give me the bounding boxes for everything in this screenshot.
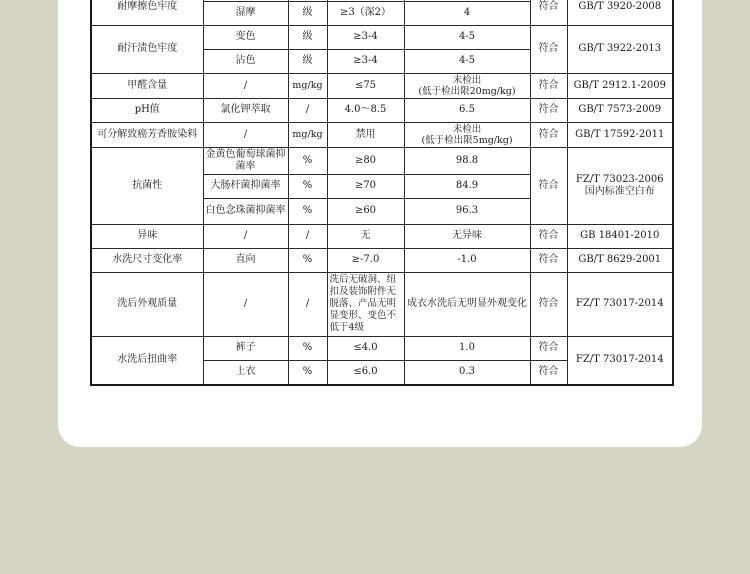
cell-verdict: 符合	[530, 73, 567, 98]
cell-sub: 湿摩	[203, 1, 288, 25]
cell-item: 水洗后扭曲率	[91, 336, 203, 385]
cell-sub: 金黄色葡萄球菌抑菌率	[203, 147, 288, 174]
cell-unit: mg/kg	[288, 73, 327, 98]
cell-req: ≤6.0	[327, 360, 404, 385]
cell-req: 禁用	[327, 122, 404, 147]
table-row-azo	[91, 122, 673, 147]
cell-item: 可分解致癌芳香胺染料	[91, 122, 203, 147]
cell-standard: GB/T 3920-2008	[567, 0, 673, 25]
cell-unit: %	[288, 360, 327, 385]
cell-verdict: 符合	[530, 224, 567, 248]
cell-req: ≤4.0	[327, 336, 404, 360]
cell-result: 84.9	[404, 174, 530, 198]
table-row-appearance	[91, 272, 673, 336]
table-row-antibacterial-1	[91, 147, 673, 174]
cell-result: 无异味	[404, 224, 530, 248]
cell-req: 4.0～8.5	[327, 98, 404, 122]
result-line-2: (低于检出限20mg/kg)	[418, 85, 516, 97]
cell-unit: 级	[288, 25, 327, 49]
cell-sub: 上衣	[203, 360, 288, 385]
standard-line-2: 国内标准空白布	[584, 185, 655, 197]
cell-item: 耐摩擦色牢度	[91, 0, 203, 25]
cell-result: -1.0	[404, 248, 530, 272]
cell-sub: 变色	[203, 25, 288, 49]
cell-item: 抗菌性	[91, 147, 203, 224]
cell-unit: 级	[288, 49, 327, 73]
cell-sub: 大肠杆菌抑菌率	[203, 174, 288, 198]
cell-unit: %	[288, 198, 327, 224]
cell-item: 水洗尺寸变化率	[91, 248, 203, 272]
table-row-formaldehyde	[91, 73, 673, 98]
table-row-sweat-1	[91, 25, 673, 49]
cell-result: 成衣水洗后无明显外观变化	[404, 272, 530, 336]
cell-standard: GB/T 17592-2011	[567, 122, 673, 147]
cell-standard: GB/T 8629-2001	[567, 248, 673, 272]
cell-sub: 直向	[203, 248, 288, 272]
cell-verdict: 符合	[530, 122, 567, 147]
cell-unit: 级	[288, 1, 327, 25]
cell-verdict: 符合	[530, 272, 567, 336]
cell-unit: mg/kg	[288, 122, 327, 147]
test-results-table	[90, 0, 674, 386]
cell-sub: /	[203, 224, 288, 248]
cell-result: 4-5	[404, 25, 530, 49]
cell-unit: %	[288, 147, 327, 174]
table-row-shrink	[91, 248, 673, 272]
cell-verdict: 符合	[530, 360, 567, 385]
cell-req: 洗后无破洞、纽扣及装饰附件无脱落、产品无明显变形、变色不低于4级	[327, 272, 404, 336]
cell-result: 1.0	[404, 336, 530, 360]
cell-standard: GB 18401-2010	[567, 224, 673, 248]
cell-sub: 氯化钾萃取	[203, 98, 288, 122]
cell-item: 耐汗渍色牢度	[91, 25, 203, 73]
cell-standard: GB/T 3922-2013	[567, 25, 673, 73]
cell-verdict: 符合	[530, 25, 567, 73]
cell-req: ≥-7.0	[327, 248, 404, 272]
cell-verdict: 符合	[530, 0, 567, 25]
cell-req: ≥3-4	[327, 25, 404, 49]
cell-item: pH值	[91, 98, 203, 122]
standard-line-1: FZ/T 73023-2006	[575, 173, 664, 185]
cell-sub: 白色念珠菌抑菌率	[203, 198, 288, 224]
cell-req: 无	[327, 224, 404, 248]
result-line-1: 未检出	[452, 123, 482, 135]
cell-unit: %	[288, 336, 327, 360]
cell-req: ≥80	[327, 147, 404, 174]
cell-standard	[567, 147, 673, 224]
table-row-ph	[91, 98, 673, 122]
cell-result: 0.3	[404, 360, 530, 385]
cell-standard: GB/T 7573-2009	[567, 98, 673, 122]
cell-verdict: 符合	[530, 147, 567, 224]
cell-sub: /	[203, 272, 288, 336]
cell-verdict: 符合	[530, 248, 567, 272]
cell-result: 4	[404, 1, 530, 25]
cell-verdict: 符合	[530, 336, 567, 360]
cell-result: 96.3	[404, 198, 530, 224]
cell-sub: /	[203, 122, 288, 147]
cell-req: ≥60	[327, 198, 404, 224]
cell-unit: /	[288, 272, 327, 336]
cell-standard: FZ/T 73017-2014	[567, 272, 673, 336]
cell-verdict: 符合	[530, 98, 567, 122]
cell-result: 4-5	[404, 49, 530, 73]
cell-unit: %	[288, 248, 327, 272]
cell-sub: /	[203, 73, 288, 98]
cell-unit: %	[288, 174, 327, 198]
cell-req: ≤75	[327, 73, 404, 98]
result-line-2: (低于检出限5mg/kg)	[421, 134, 513, 146]
cell-sub: 沾色	[203, 49, 288, 73]
cell-item: 洗后外观质量	[91, 272, 203, 336]
cell-unit: /	[288, 98, 327, 122]
cell-item: 异味	[91, 224, 203, 248]
result-line-1: 未检出	[452, 74, 482, 86]
cell-result: 6.5	[404, 98, 530, 122]
cell-result	[404, 122, 530, 147]
cell-result	[404, 73, 530, 98]
cell-standard: FZ/T 73017-2014	[567, 336, 673, 385]
cell-standard: GB/T 2912.1-2009	[567, 73, 673, 98]
cell-result: 98.8	[404, 147, 530, 174]
cell-req: ≥70	[327, 174, 404, 198]
table-row-twist-1	[91, 336, 673, 360]
cell-unit: /	[288, 224, 327, 248]
cell-req: ≥3（深2）	[327, 1, 404, 25]
cell-req: ≥3-4	[327, 49, 404, 73]
cell-item: 甲醛含量	[91, 73, 203, 98]
cell-sub: 裤子	[203, 336, 288, 360]
table-row-odor	[91, 224, 673, 248]
